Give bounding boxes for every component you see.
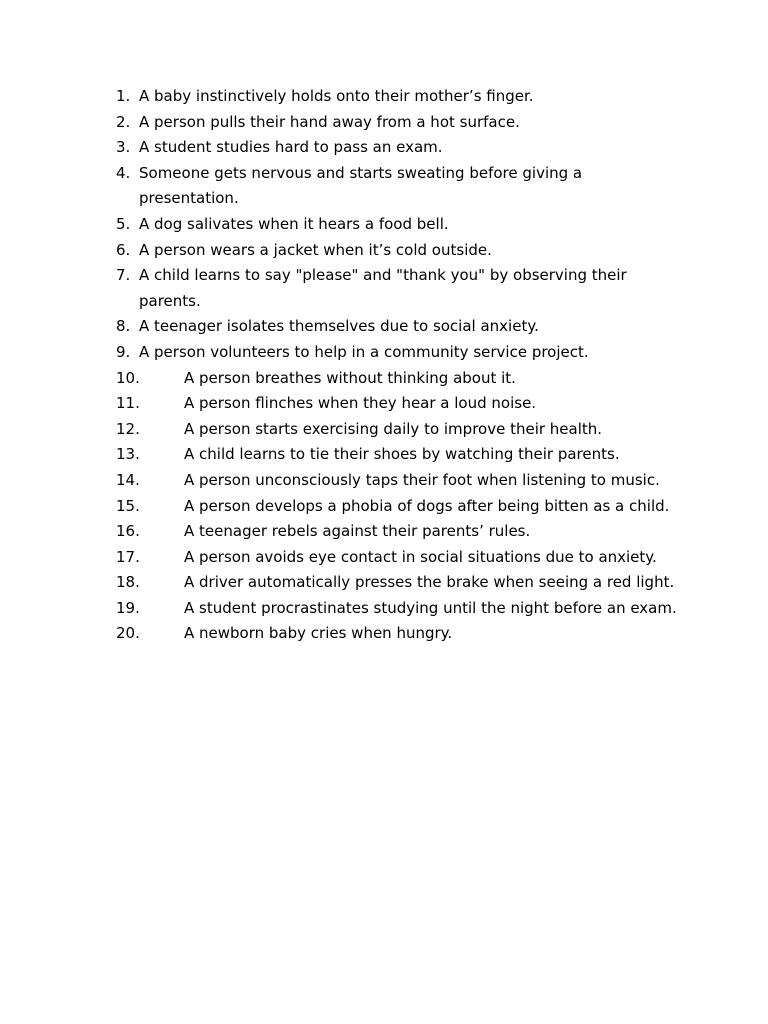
item-number: 12. (116, 419, 140, 438)
item-text: A person pulls their hand away from a hot surface. (139, 112, 520, 131)
item-number: 2. (116, 112, 131, 131)
item-number: 3. (116, 138, 131, 157)
list-item (116, 596, 686, 622)
item-number: 20. (116, 624, 140, 643)
list-item (116, 545, 686, 571)
item-number: 1. (116, 87, 131, 105)
list-item (116, 570, 686, 596)
list-item (116, 340, 686, 366)
item-number: 19. (116, 598, 140, 617)
item-text: A person wears a jacket when it’s cold outside. (139, 240, 492, 259)
list-item (116, 263, 686, 314)
item-text: A child learns to say "please" and "thank you" by observing their parents. (139, 266, 627, 310)
list-item (116, 366, 686, 392)
item-number: 4. (116, 163, 131, 182)
item-number: 17. (116, 547, 140, 566)
item-number: 18. (116, 573, 140, 592)
item-number: 9. (116, 342, 131, 361)
item-number: 14. (116, 470, 140, 489)
list-item (116, 417, 686, 443)
item-text: A person unconsciously taps their foot when listening to music. (184, 470, 660, 489)
item-text: A person breathes without thinking about it. (184, 368, 516, 387)
item-number: 16. (116, 522, 140, 541)
item-number: 15. (116, 496, 140, 515)
list-item (116, 621, 686, 647)
list-item (116, 468, 686, 494)
list-item (116, 494, 686, 520)
item-text: A person volunteers to help in a community service project. (139, 342, 589, 361)
item-text: A student studies hard to pass an exam. (139, 138, 443, 157)
item-text: A dog salivates when it hears a food bell. (139, 214, 449, 233)
list-item (116, 161, 686, 212)
item-number: 5. (116, 214, 131, 233)
item-text: A newborn baby cries when hungry. (184, 624, 453, 643)
list-item (116, 314, 686, 340)
list-item (116, 519, 686, 545)
list-item (116, 135, 686, 161)
list-item (116, 391, 686, 417)
item-text: A child learns to tie their shoes by watching their parents. (184, 445, 620, 464)
list-item (116, 110, 686, 136)
item-number: 8. (116, 317, 131, 336)
item-text: A person develops a phobia of dogs after being bitten as a child. (184, 496, 670, 515)
item-text: A student procrastinates studying until the night before an exam. (184, 598, 677, 617)
item-text: A person starts exercising daily to improve their health. (184, 419, 603, 438)
list-item (116, 84, 686, 110)
item-text: A driver automatically presses the brake when seeing a red light. (184, 573, 675, 592)
numbered-list (116, 84, 686, 647)
item-number: 7. (116, 266, 131, 285)
list-item (116, 442, 686, 468)
item-number: 13. (116, 445, 140, 464)
item-number: 10. (116, 368, 140, 387)
item-text: A baby instinctively holds onto their mother’s finger. (139, 87, 534, 105)
list-item (116, 212, 686, 238)
item-text: Someone gets nervous and starts sweating before giving a presentation. (139, 163, 583, 208)
item-text: A teenager rebels against their parents’ rules. (184, 522, 531, 541)
item-text: A teenager isolates themselves due to social anxiety. (139, 317, 539, 336)
item-text: A person avoids eye contact in social situations due to anxiety. (184, 547, 657, 566)
list-item (116, 238, 686, 264)
item-number: 6. (116, 240, 131, 259)
item-text: A person flinches when they hear a loud noise. (184, 394, 537, 413)
item-number: 11. (116, 394, 140, 413)
